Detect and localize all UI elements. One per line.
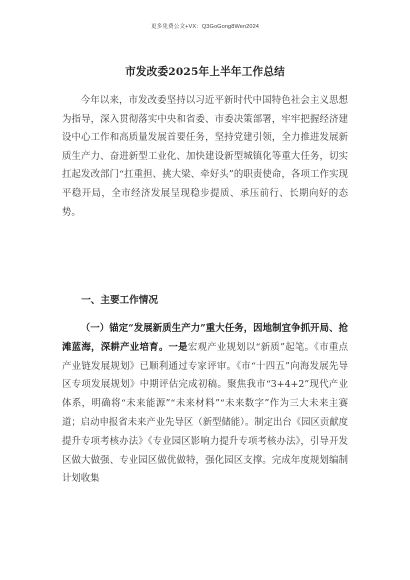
paragraph-sublead: 一是: [168, 341, 188, 353]
header-note: 更多免费公文+VX：Q3GoGong8Wen2024: [150, 24, 260, 30]
intro-paragraph: 今年以来，市发改委坚持以习近平新时代中国特色社会主义思想为指导，深入贯彻落实中央和省委、市委决策部署，牢牢把握经济建设中心工作和高质量发展首要任务，坚持党建引领，全力推进发展新质生产力、奋进新型工业化、加快建设新型城镇化等重大任务，切实扛起发改部门“扛重担、挑大梁、牵好头”的职责使命，各项工作实现平稳开局，全市经济发展呈现稳步提质、承压前行、长期向好的态势。: [62, 95, 348, 218]
paragraph-text: 宏观产业规划以“新质”起笔。《市重点产业链发展规划》已顺利通过专家评审。《市“十四五”向海发展先导区专项发展规划》中期评估完成初稿。聚焦我市“3+4+2”现代产业体系，明确将“未来能源”“未来材料”“未来数字”作为三大未来主赛道；启动申报省未来产业先导区（新型储能）。制定出台《园区贡献度提升专项考核办法》《专业园区影响力提升专项考核办法》，引导开发区做大做强、专业园区做优做特，强化园区支撑。完成年度规划编制计划收集: [62, 341, 348, 485]
section-heading: 一、主要工作情况: [81, 295, 158, 306]
body-paragraph: [62, 320, 348, 489]
page-title: 市发改委2025年上半年工作总结: [125, 66, 285, 78]
paragraph-lead: （一）锚定“发展新质生产力”重大任务，因地制宜争抓开局、抢滩蓝海，深耕产业培育。: [62, 323, 348, 353]
